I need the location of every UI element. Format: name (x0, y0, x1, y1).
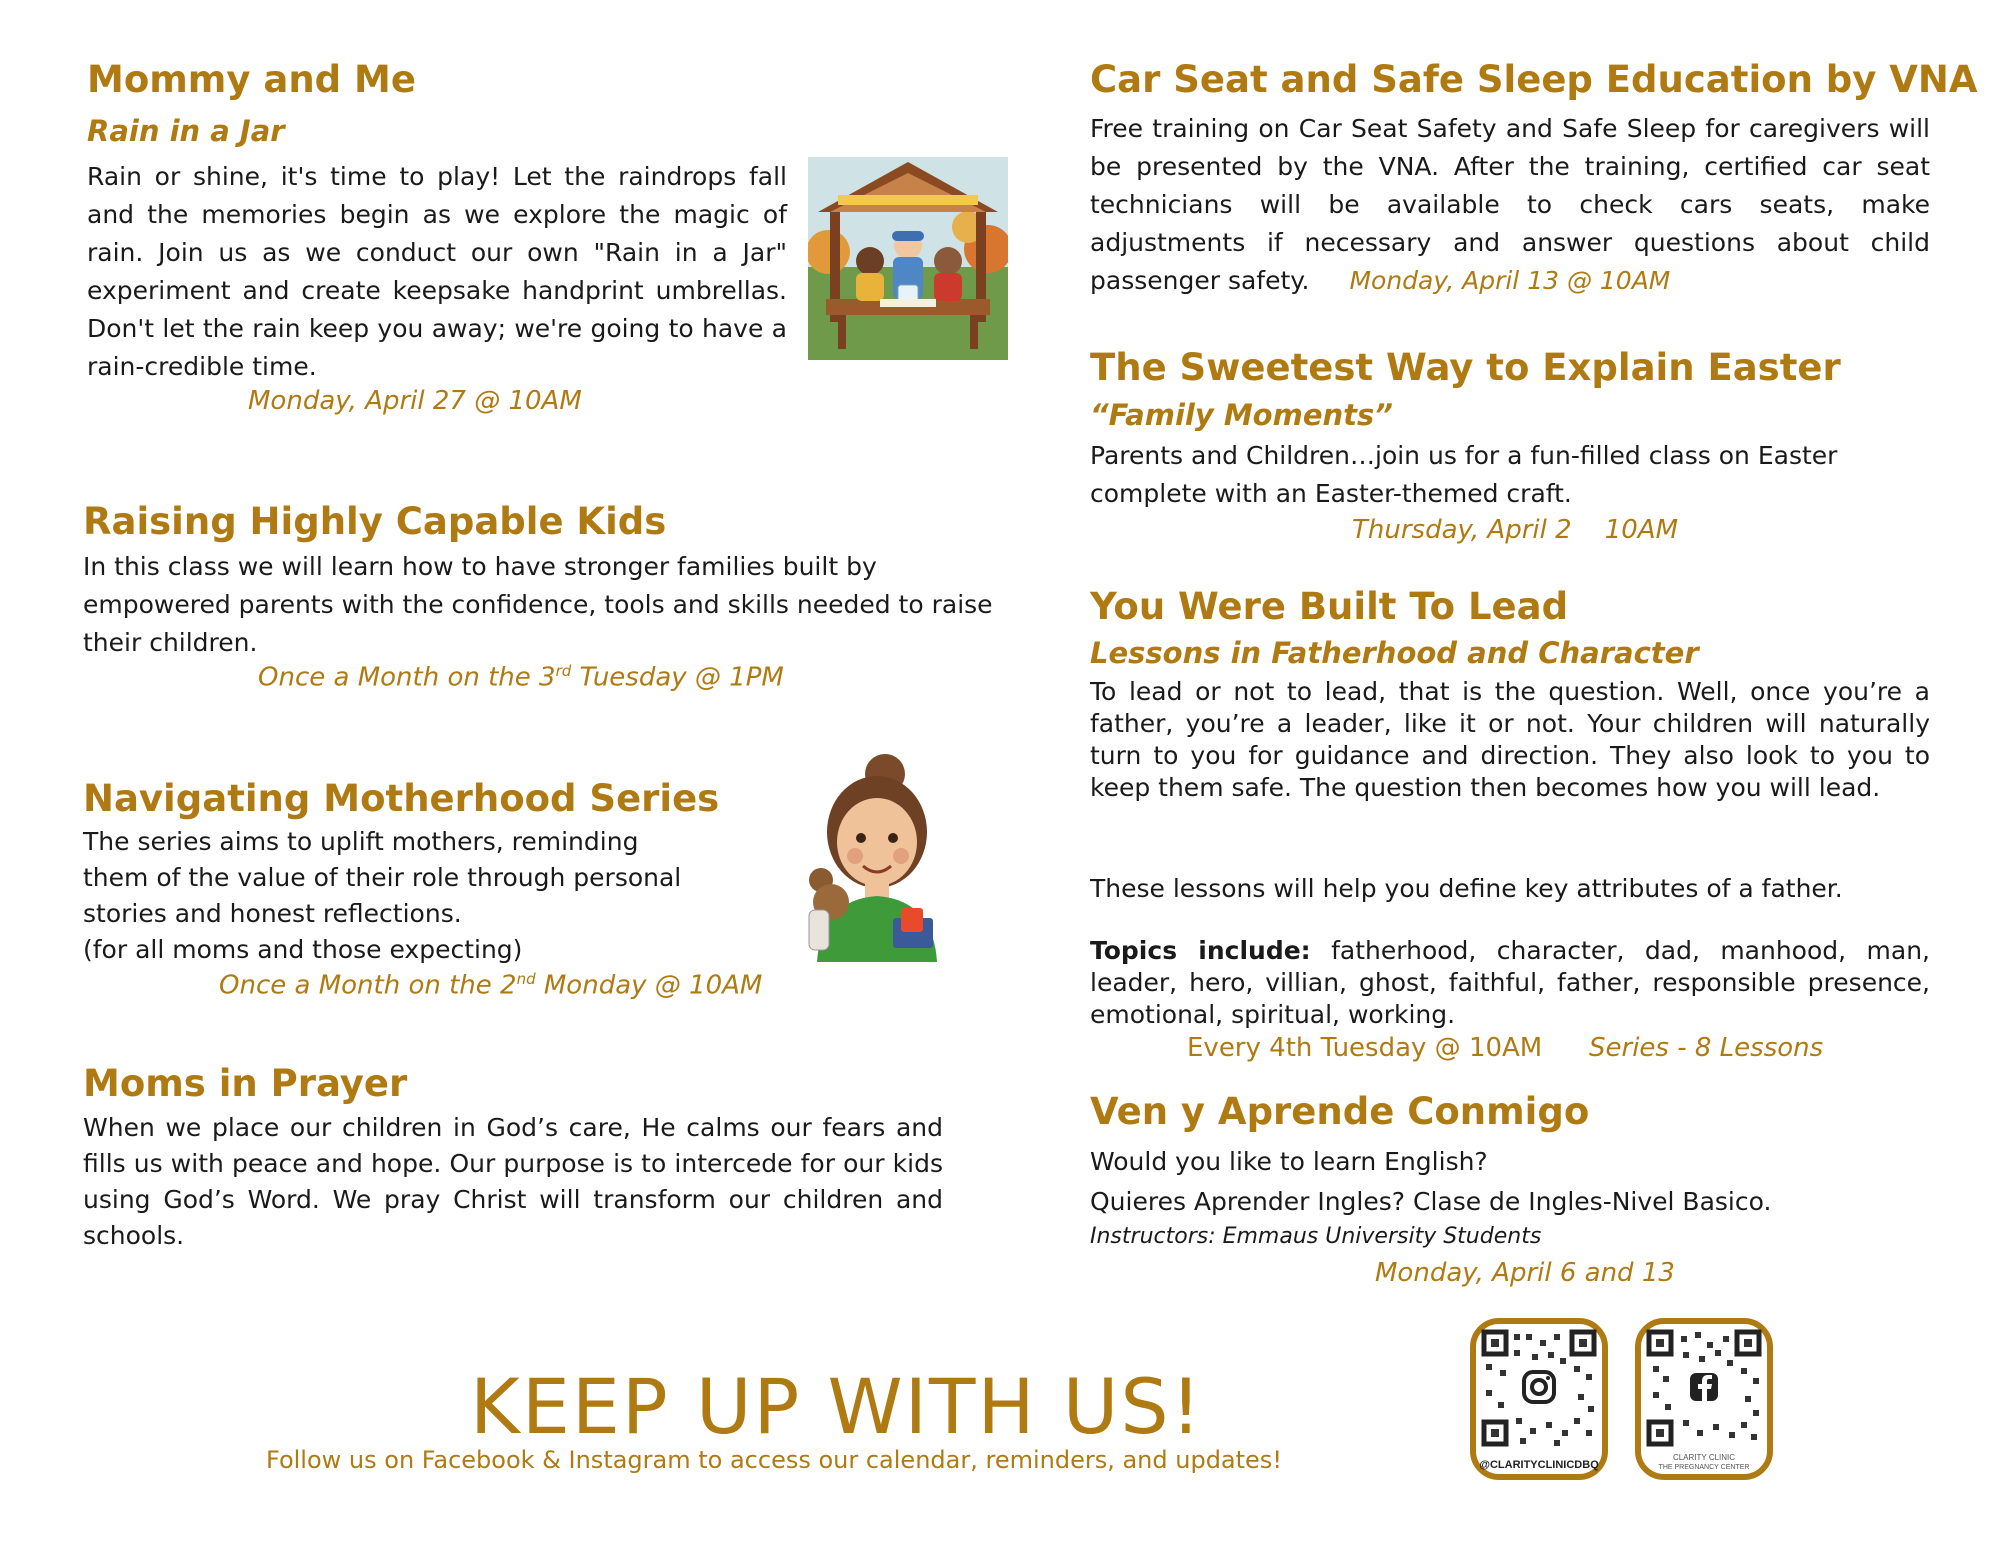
car-seat-title: Car Seat and Safe Sleep Education by VNA (1090, 58, 1978, 101)
built-to-lead-series: Series - 8 Lessons (1589, 1033, 1824, 1063)
raising-kids-date: Once a Month on the 3rd Tuesday @ 1PM (258, 662, 784, 693)
instagram-icon (1524, 1372, 1554, 1402)
keep-up-headline: KEEP UP WITH US! (470, 1362, 1204, 1451)
easter-title: The Sweetest Way to Explain Easter (1090, 346, 1841, 389)
rain-in-a-jar-illustration (808, 157, 1008, 360)
ven-y-aprende-line2: Quieres Aprender Ingles? Clase de Ingles-Nivel Basico. (1090, 1187, 1772, 1216)
moms-in-prayer-body: When we place our children in God’s care, He calms our fears and fills us with peace and hope. Our purpose is to intercede for our kids using God’s Word. We pray Christ will transform our children and schools. (83, 1113, 943, 1250)
moms-in-prayer-title: Moms in Prayer (83, 1062, 408, 1105)
mommy-and-me-date: Monday, April 27 @ 10AM (248, 386, 582, 416)
mommy-and-me-title: Mommy and Me (87, 58, 416, 101)
built-to-lead-body2: These lessons will help you define key attributes of a father. (1090, 874, 1843, 903)
facebook-icon (1690, 1373, 1718, 1401)
facebook-qr-card[interactable] (1635, 1318, 1773, 1480)
raising-kids-body: In this class we will learn how to have stronger families built by empowered parents with the confidence, tools and skills needed to raise their children. (83, 552, 993, 657)
easter-body: Parents and Children…join us for a fun-filled class on Easter complete with an Easter-themed craft. (1090, 441, 1838, 508)
built-to-lead-topics: Topics include: fatherhood, character, dad, manhood, man, leader, hero, villian, ghost, faithful, father, responsible presence, emotional, spiritual, working. (1090, 936, 1930, 1029)
built-to-lead-body: To lead or not to lead, that is the question. Well, once you’re a father, you’re a leader, like it or not. Your children will naturally turn to you for guidance and direction. They also look to you to keep them safe. The question then becomes how you will lead. (1090, 677, 1930, 802)
built-to-lead-date: Every 4th Tuesday @ 10AM (1187, 1033, 1543, 1063)
facebook-qr-label2: THE PREGNANCY CENTER (1658, 1464, 1750, 1471)
mommy-and-me-body: Rain or shine, it's time to play! Let the raindrops fall and the memories begin as we explore the magic of rain. Join us as we conduct our own "Rain in a Jar" experiment and create keepsake handprint umbrellas. Don't let the rain keep you away; we're going to have a rain-credible time. (87, 162, 787, 381)
instagram-qr-label: @CLARITYCLINICDBQ (1479, 1459, 1599, 1471)
easter-date: Thursday, April 2 10AM (1352, 515, 1679, 545)
mommy-and-me-subtitle: Rain in a Jar (87, 114, 285, 148)
ven-y-aprende-instructors: Instructors: Emmaus University Students (1090, 1224, 1542, 1249)
car-seat-date: Monday, April 13 @ 10AM (1349, 266, 1671, 295)
car-seat-body: Free training on Car Seat Safety and Safe Sleep for caregivers will be presented by the VNA. After the training, certified car seat technicians will be available to check cars seats, make adjustments if necessary and answer questions about child passenger safety. Monday, April 13 @ 10AM (1090, 114, 1930, 295)
topics-label: Topics include: (1090, 936, 1311, 965)
easter-subtitle: “Family Moments” (1090, 398, 1393, 432)
ven-y-aprende-line1: Would you like to learn English? (1090, 1147, 1488, 1176)
built-to-lead-title: You Were Built To Lead (1090, 585, 1569, 628)
built-to-lead-subtitle: Lessons in Fatherhood and Character (1090, 636, 1699, 670)
instagram-qr-card[interactable] (1470, 1318, 1608, 1480)
navigating-motherhood-note: (for all moms and those expecting) (83, 935, 523, 964)
navigating-motherhood-date: Once a Month on the 2nd Monday @ 10AM (219, 970, 763, 1001)
raising-kids-title: Raising Highly Capable Kids (83, 500, 667, 543)
mother-illustration (797, 750, 947, 962)
navigating-motherhood-title: Navigating Motherhood Series (83, 777, 720, 820)
ven-y-aprende-date: Monday, April 6 and 13 (1375, 1258, 1675, 1288)
navigating-motherhood-body: The series aims to uplift mothers, reminding them of the value of their role through personal stories and honest reflections. (83, 827, 682, 928)
facebook-qr-label1: CLARITY CLINIC (1672, 1453, 1736, 1462)
ven-y-aprende-title: Ven y Aprende Conmigo (1090, 1090, 1590, 1133)
follow-us-tagline: Follow us on Facebook & Instagram to access our calendar, reminders, and updates! (266, 1446, 1282, 1474)
